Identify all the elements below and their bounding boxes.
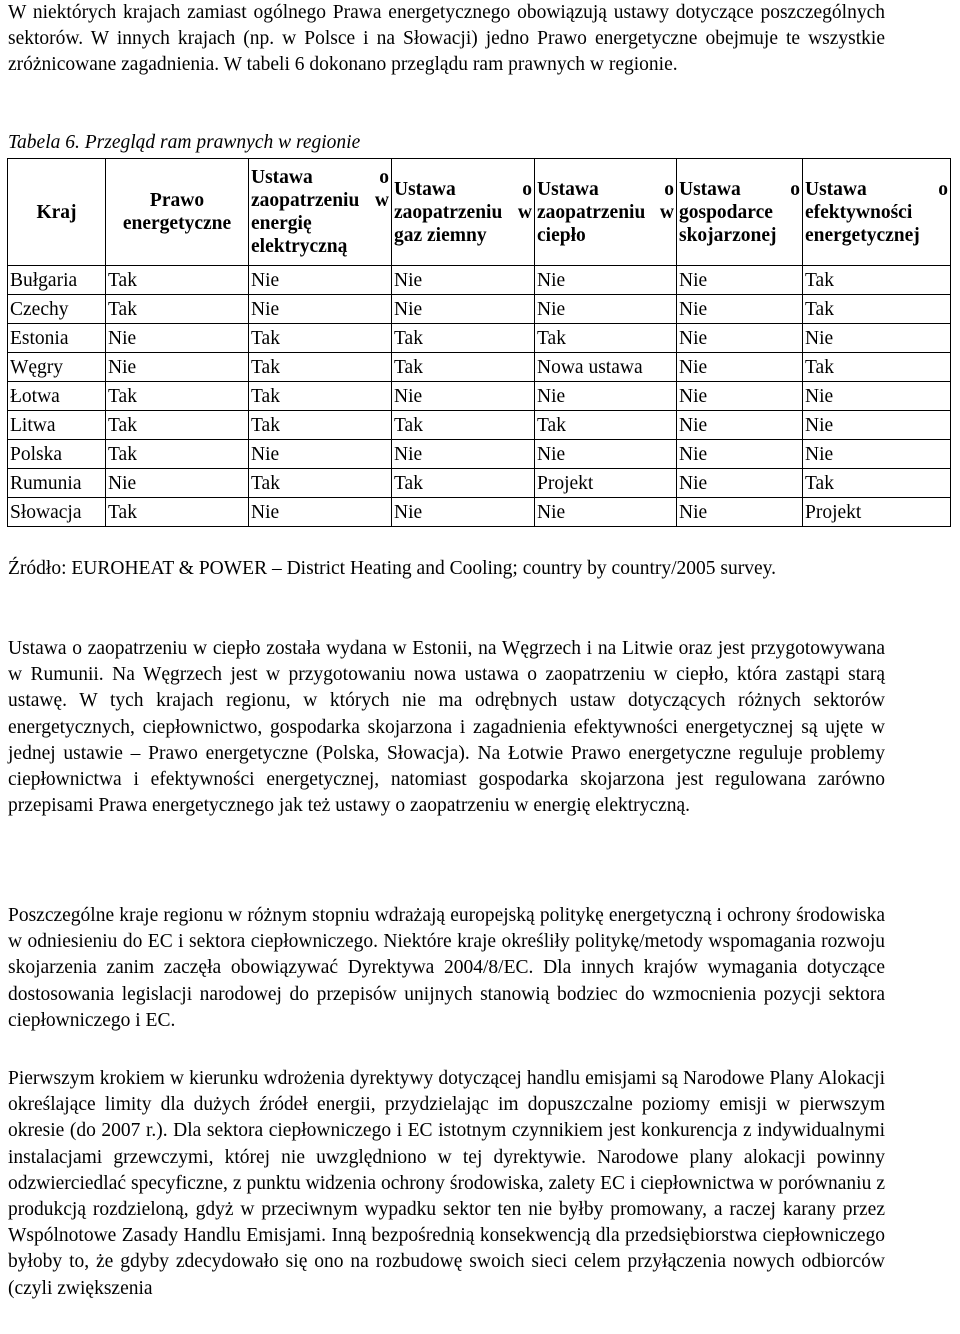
table-cell: Tak [106,382,249,411]
table-cell: Tak [392,353,535,382]
table-cell: Tak [249,353,392,382]
table-cell: Nie [677,469,803,498]
table-cell: Projekt [803,498,951,527]
table-cell: Tak [535,411,677,440]
table-cell: Nie [535,498,677,527]
header-cell: Ustawa o zaopatrzeniu w ciepło [535,159,677,266]
table-cell: Tak [392,469,535,498]
table-cell: Tak [803,295,951,324]
header-cell: Kraj [8,159,106,266]
table-cell: Nie [392,295,535,324]
table-cell: Tak [249,411,392,440]
body-paragraph: Ustawa o zaopatrzeniu w ciepło została wydana w Estonii, na Węgrzech i na Litwie oraz jest przygotowywana w Rumunii. Na Węgrzech jest w przygotowaniu nowa ustawa o zaopatrzeniu w ciepło, która zastąpi starą ustawę. W tych krajach regionu, w których nie ma odrębnych ustaw dotyczących różnych sektorów energetycznych, ciepłownictwo, gospodarka skojarzona i zagadnienia efektywności energetycznej są ujęte w jednej ustawie – Prawo energetyczne (Polska, Słowacja). Na Łotwie Prawo energetyczne reguluje problemy ciepłownictwa i efektywności energetycznej, natomiast gospodarka skojarzona jest regulowana zarówno przepisami Prawa energetycznego jak też ustawy o zaopatrzeniu w energię elektryczną. [8,638,885,817]
table-cell: Tak [392,324,535,353]
header-cell: Ustawa o zaopatrzeniu w energię elektryczną [249,159,392,266]
table-cell: Nowa ustawa [535,353,677,382]
table-cell: Nie [803,382,951,411]
table-cell: Nie [677,266,803,295]
table-cell: Nie [249,498,392,527]
table-cell: Tak [106,266,249,295]
body-paragraph: Pierwszym krokiem w kierunku wdrożenia dyrektywy dotyczącej handlu emisjami są Narodowe Plany Alokacji określające limity dla dużych źródeł energii, przydzielając im dopuszczalne poziomy emisji w pierwszym okresie (do 2007 r.). Dla sektora ciepłowniczego i EC istotnym czynnikiem jest konkurencja z indywidualnymi instalacjami grzewczymi, której nie uwzględniono w tej dyrektywie. Narodowe plany alokacji powinny odzwierciedlać specyficzne, z punktu widzenia ochrony środowiska, zalety EC i ciepłownictwa w porównaniu z produkcją rozdzieloną, gdyż w przeciwnym wypadku sektor ten nie byłby promowany, a raczej karany przez Wspólnotowe Zasady Handlu Emisjami. Inną bezpośrednią konsekwencją dla przedsiębiorstwa ciepłowniczego byłoby to, że gdyby zdecydowało się ono na rozbudowę swoich sieci celem przyłączenia nowych odbiorców (czyli zwiększenia [8,1068,885,1299]
table-cell: Nie [677,295,803,324]
table-cell: Nie [106,324,249,353]
table-header-row [8,159,951,266]
table-cell: Nie [677,498,803,527]
header-cell: Ustawa o zaopatrzeniu w gaz ziemny [392,159,535,266]
table-cell: Nie [677,353,803,382]
table-cell: Polska [8,440,106,469]
table-cell: Słowacja [8,498,106,527]
table-row [8,498,951,527]
intro-paragraph: W niektórych krajach zamiast ogólnego Prawa energetycznego obowiązują ustawy dotyczące poszczególnych sektorów. W innych krajach (np. w Polsce i na Słowacji) jedno Prawo energetyczne obejmuje te wszystkie zróżnicowane zagadnienia. W tabeli 6 dokonano przeglądu ram prawnych w regionie. [8,2,885,76]
table-cell: Tak [535,324,677,353]
header-cell: Ustawa o gospodarce skojarzonej [677,159,803,266]
table-row [8,382,951,411]
table-cell: Nie [677,324,803,353]
table-cell: Litwa [8,411,106,440]
table-row [8,440,951,469]
table-cell: Nie [249,295,392,324]
table-caption: Tabela 6. Przegląd ram prawnych w regionie [8,132,361,153]
table-row [8,295,951,324]
table-cell: Nie [249,440,392,469]
table-cell: Nie [535,295,677,324]
table-cell: Tak [106,498,249,527]
table-cell: Nie [392,382,535,411]
table-cell: Nie [535,440,677,469]
table-cell: Tak [803,353,951,382]
table-cell: Węgry [8,353,106,382]
table-cell: Tak [249,469,392,498]
table-cell: Nie [803,324,951,353]
table-row [8,266,951,295]
table-cell: Tak [106,295,249,324]
table-cell: Nie [392,498,535,527]
header-cell: Prawo energetyczne [106,159,249,266]
table-cell: Czechy [8,295,106,324]
table-cell: Nie [803,411,951,440]
table-row [8,353,951,382]
table-cell: Projekt [535,469,677,498]
table-cell: Nie [106,353,249,382]
table-cell: Tak [803,469,951,498]
table-cell: Estonia [8,324,106,353]
table-cell: Tak [392,411,535,440]
table-cell: Tak [106,411,249,440]
table-cell: Nie [392,266,535,295]
table-cell: Nie [535,266,677,295]
table-cell: Nie [535,382,677,411]
table-cell: Nie [677,440,803,469]
source-note: Źródło: EUROHEAT & POWER – District Heating and Cooling; country by country/2005 survey. [8,558,776,579]
table-cell: Nie [249,266,392,295]
table-cell: Rumunia [8,469,106,498]
table-cell: Nie [677,382,803,411]
table-cell: Tak [249,324,392,353]
table-cell: Łotwa [8,382,106,411]
body-paragraph: Poszczególne kraje regionu w różnym stopniu wdrażają europejską politykę energetyczną i ochrony środowiska w odniesieniu do EC i sektora ciepłowniczego. Niektóre kraje określiły politykę/metody wspomagania rozwoju skojarzenia zanim zaczęła obowiązywać Dyrektywa 2004/8/EC. Dla innych krajów wymagania dotyczące dostosowania legislacji narodowej do przepisów unijnych stanowią bodziec do wzmocnienia pozycji sektora ciepłowniczego i EC. [8,905,885,1031]
table-row [8,411,951,440]
header-cell: Ustawa o efektywności energetycznej [803,159,951,266]
table-cell: Nie [677,411,803,440]
table-cell: Nie [803,440,951,469]
table-cell: Tak [106,440,249,469]
table-cell: Nie [106,469,249,498]
legal-framework-table [7,158,951,527]
table-cell: Bułgaria [8,266,106,295]
table-cell: Nie [392,440,535,469]
table-cell: Tak [803,266,951,295]
table-row [8,324,951,353]
table-cell: Tak [249,382,392,411]
table-row [8,469,951,498]
